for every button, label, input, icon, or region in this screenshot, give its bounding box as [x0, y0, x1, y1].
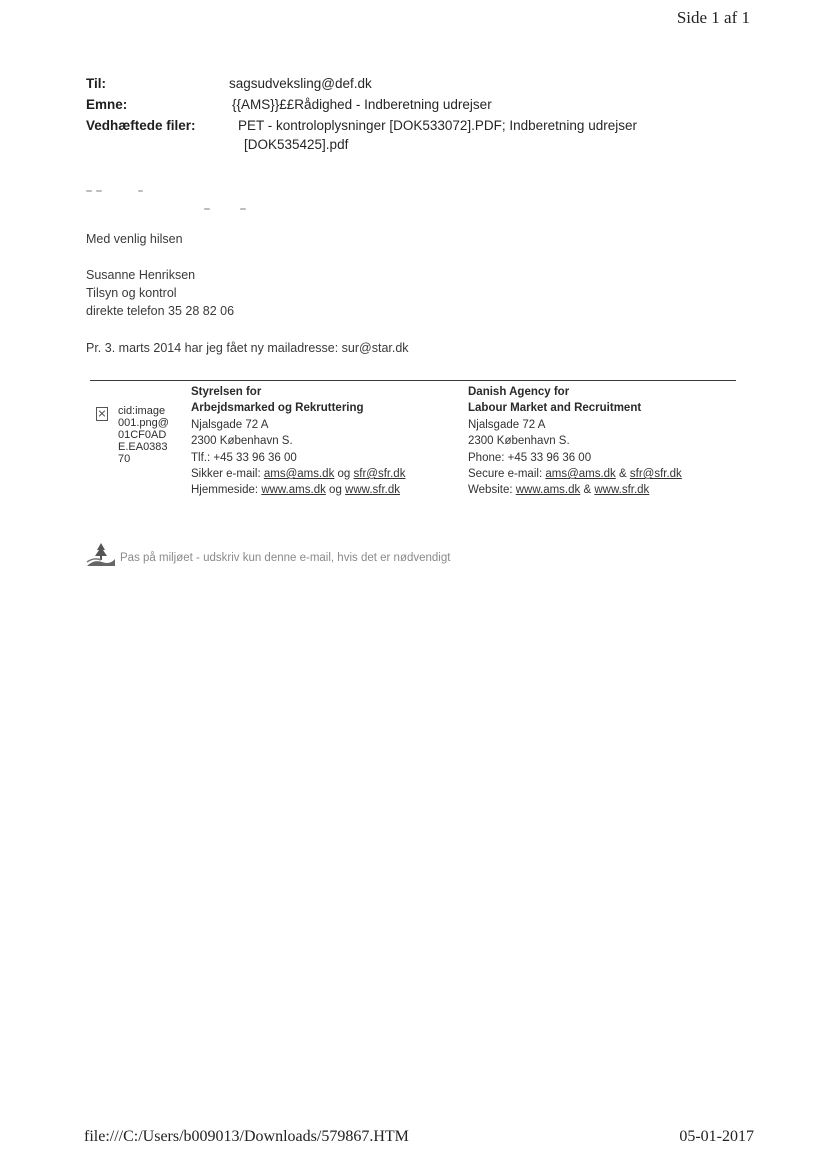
website-link-sfr[interactable]: www.sfr.dk	[345, 484, 401, 497]
eco-notice-text: Pas på miljøet - udskriv kun denne e-mail, hvis det er nødvendigt	[120, 552, 451, 564]
signature-name: Susanne Henriksen	[86, 268, 196, 282]
joiner: og	[334, 468, 354, 481]
org-english-city: 2300 København S.	[468, 435, 570, 448]
attachments-label: Vedhæftede filer:	[86, 118, 196, 133]
to-label: Til:	[86, 76, 106, 91]
org-english-secure-email	[468, 466, 682, 482]
tree-icon	[86, 542, 116, 568]
joiner: &	[580, 484, 595, 497]
email-link-sfr[interactable]: sfr@sfr.dk	[629, 468, 682, 481]
org-english-phone: Phone: +45 33 96 36 00	[468, 451, 592, 464]
secure-email-label: Secure e-mail:	[468, 468, 546, 481]
org-danish-name-2: Arbejdsmarked og Rekruttering	[191, 402, 364, 415]
footer-file-path: file:///C:/Users/b009013/Downloads/579867.HTM	[84, 1128, 409, 1145]
org-danish-website	[191, 482, 405, 498]
org-danish-street: Njalsgade 72 A	[191, 418, 269, 431]
website-link-ams[interactable]: www.ams.dk	[261, 484, 326, 497]
joiner: og	[325, 484, 346, 497]
org-danish-city: 2300 København S.	[191, 435, 293, 448]
org-danish-secure-email	[191, 466, 405, 482]
org-english-street: Njalsgade 72 A	[468, 418, 546, 431]
org-english-name-1: Danish Agency for	[468, 386, 570, 398]
footer-date: 05-01-2017	[679, 1128, 754, 1145]
image-alt-text: cid:image001.png@01CF0ADE.EA038370	[118, 405, 169, 465]
attachments-line-2: [DOK535425].pdf	[244, 137, 349, 152]
scan-smudge	[204, 208, 210, 210]
org-danish-phone: Tlf.: +45 33 96 36 00	[191, 451, 297, 464]
org-danish-block	[191, 384, 405, 499]
attachments-line-1: PET - kontroloplysninger [DOK533072].PDF; Indberetning udrejser	[238, 118, 637, 133]
secure-email-label: Sikker e-mail:	[191, 468, 264, 481]
website-label: Hjemmeside:	[191, 484, 262, 497]
signature-phone: direkte telefon 35 28 82 06	[86, 304, 235, 318]
org-english-block	[468, 384, 682, 499]
mail-address-notice: Pr. 3. marts 2014 har jeg fået ny mailadresse: sur@star.dk	[86, 341, 409, 355]
org-danish-name-1: Styrelsen for	[191, 386, 262, 398]
page-indicator: Side 1 af 1	[676, 8, 750, 27]
website-label: Website:	[468, 484, 516, 497]
scan-smudge	[138, 190, 143, 192]
broken-image-icon	[96, 407, 108, 421]
subject-value: {{AMS}}££Rådighed - Indberetning udrejser	[232, 97, 492, 112]
org-english-website	[468, 482, 682, 498]
website-link-sfr[interactable]: www.sfr.dk	[594, 484, 650, 497]
joiner: &	[615, 468, 630, 481]
signature-department: Tilsyn og kontrol	[86, 286, 177, 300]
email-link-sfr[interactable]: sfr@sfr.dk	[353, 468, 406, 481]
website-link-ams[interactable]: www.ams.dk	[515, 484, 581, 497]
to-value: sagsudveksling@def.dk	[229, 76, 372, 91]
greeting: Med venlig hilsen	[86, 232, 183, 246]
scan-smudge	[86, 190, 92, 192]
subject-label: Emne:	[86, 97, 128, 112]
scan-smudge	[96, 190, 102, 192]
email-link-ams[interactable]: ams@ams.dk	[545, 468, 616, 481]
org-english-name-2: Labour Market and Recruitment	[468, 402, 642, 415]
scan-smudge	[240, 208, 246, 210]
signature-divider	[90, 380, 736, 381]
email-link-ams[interactable]: ams@ams.dk	[263, 468, 335, 481]
